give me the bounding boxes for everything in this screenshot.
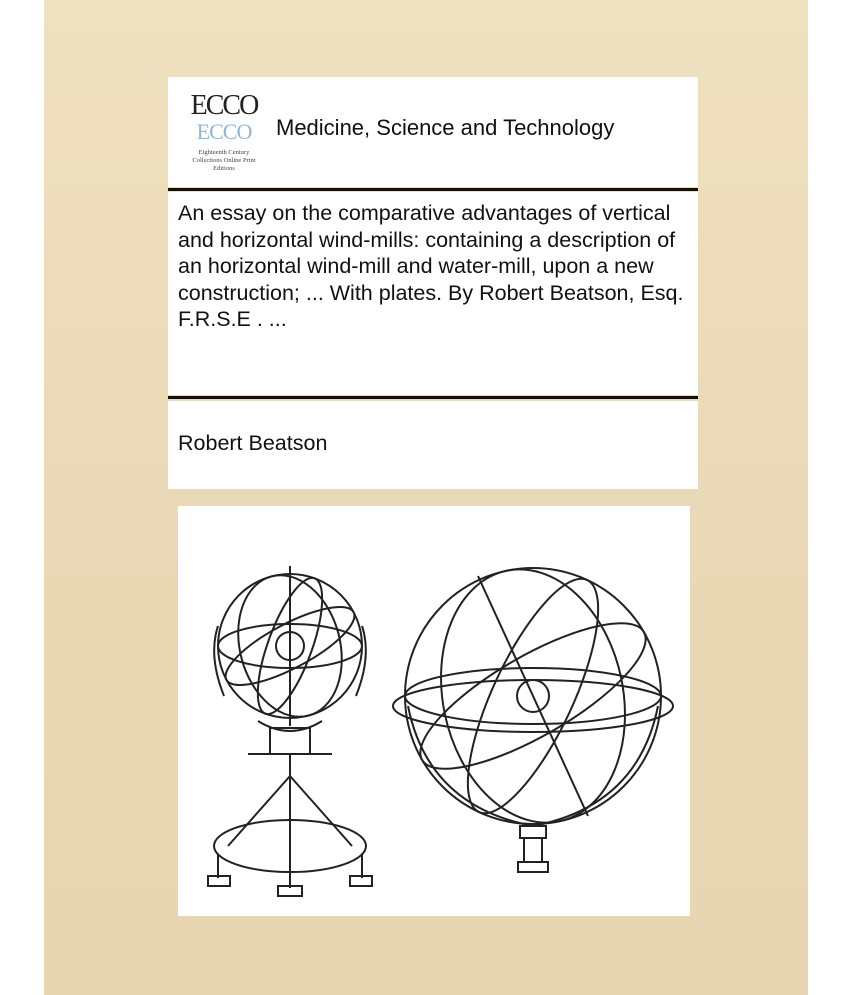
divider-rule [168,188,698,191]
ecco-logo [184,89,264,175]
logo-text-outline: ECCO [196,119,252,144]
logo-text: ECCO [190,90,258,121]
series-title: Medicine, Science and Technology [276,115,615,140]
book-author: Robert Beatson [178,431,328,455]
series-header [168,77,698,187]
armillary-spheres-illustration [178,506,690,916]
logo-subtext: Eighteenth Century Collections Online Print Editions [192,149,256,172]
armillary-spheres-icon [178,506,690,916]
author-panel [168,401,698,489]
book-title: An essay on the comparative advantages of vertical and horizontal wind-mills: containing a description of an horizontal wind-mill and water-mill, upon a new construction; ... With plates. By Robert Beatson, Esq. F.R.S.E . ... [178,201,684,331]
title-panel [168,192,698,395]
divider-rule [168,396,698,399]
